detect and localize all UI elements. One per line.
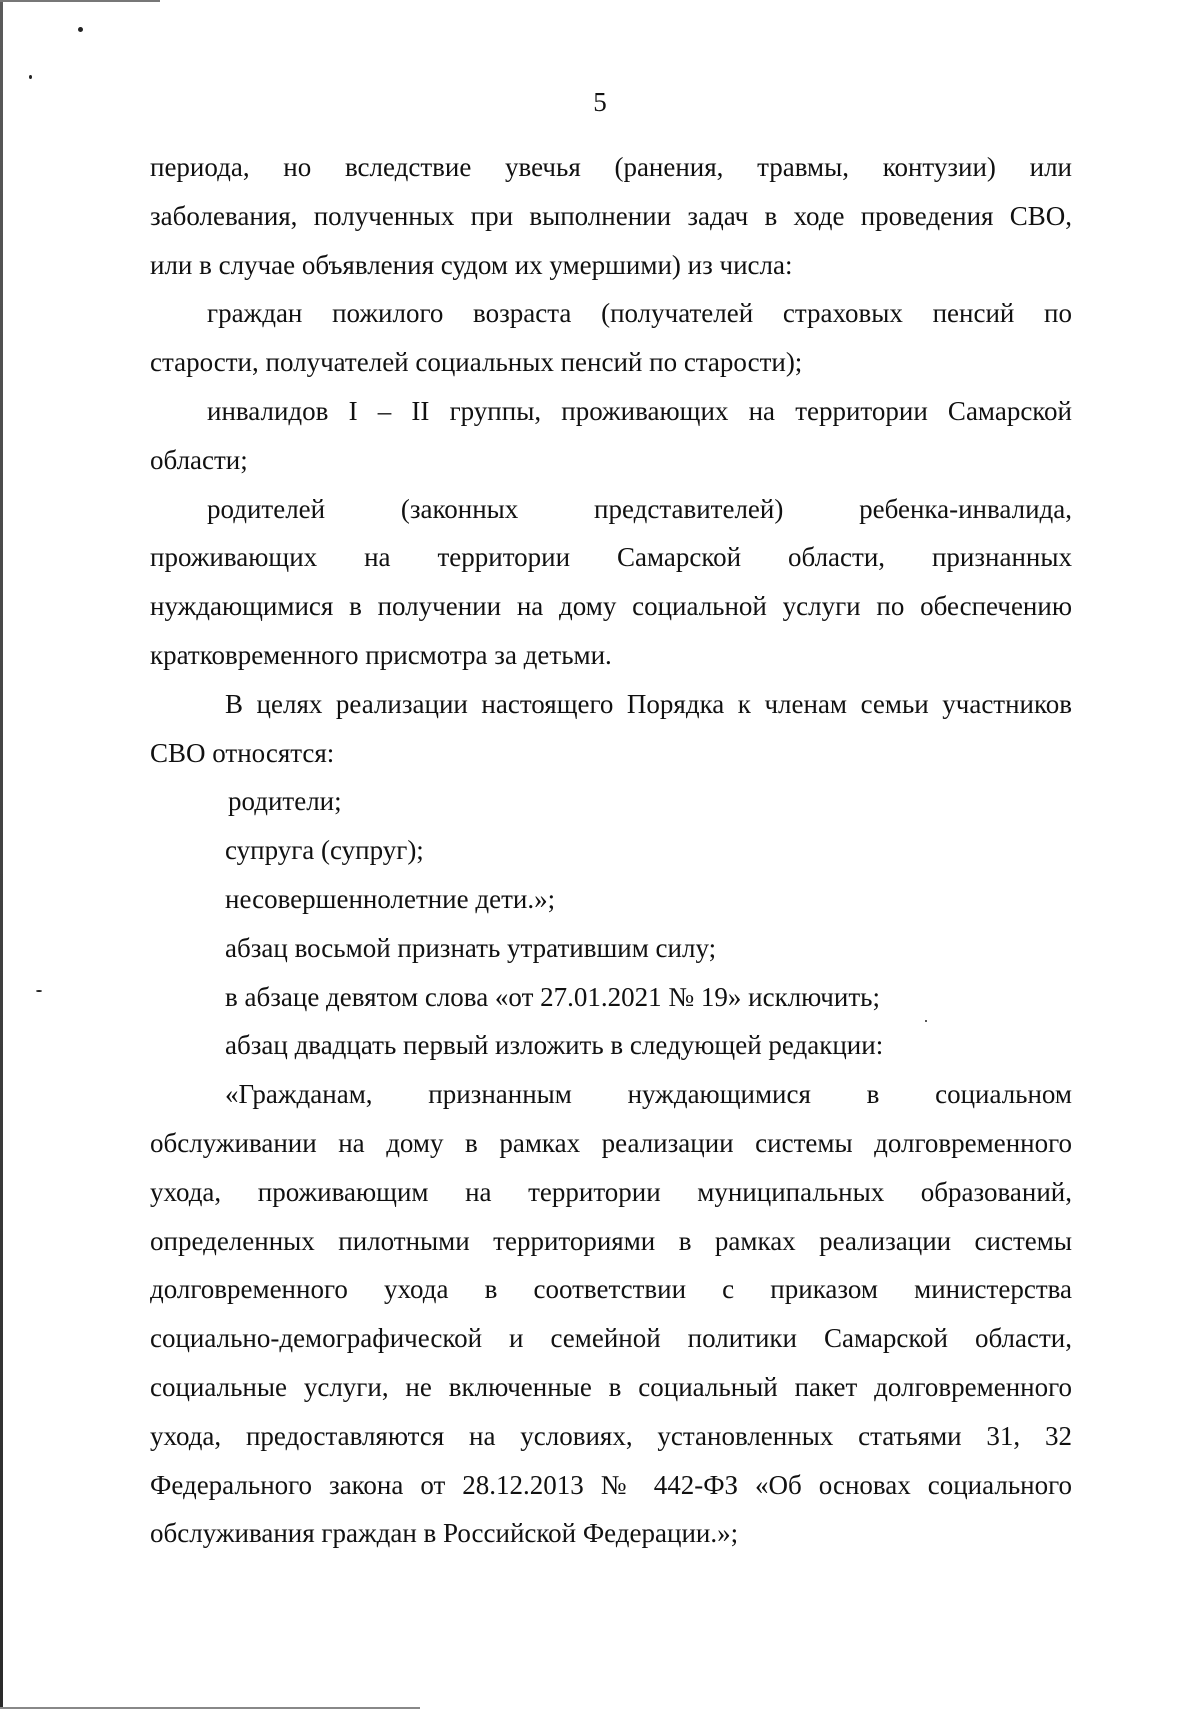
- text-line: определенных пилотными территориями в рамках реализации системы: [150, 1225, 1072, 1256]
- scan-speck: [36, 990, 42, 992]
- text-line: Федерального закона от 28.12.2013 № 442-ФЗ «Об основах социального: [150, 1469, 1072, 1500]
- scan-speck: [29, 75, 32, 79]
- text-line: социально-демографической и семейной политики Самарской области,: [150, 1323, 1072, 1354]
- text-line: супруга (супруг);: [225, 835, 424, 866]
- page-number: 5: [593, 87, 607, 117]
- document-body: [150, 143, 1072, 1558]
- text-line: или в случае объявления судом их умершими) из числа:: [150, 249, 793, 280]
- text-line: СВО относятся:: [150, 737, 335, 768]
- scan-speck: [78, 27, 83, 32]
- text-line: обслуживания граждан в Российской Федерации.»;: [150, 1518, 739, 1549]
- scan-edge-top: [0, 0, 160, 2]
- text-line: абзац двадцать первый изложить в следующей редакции:: [225, 1030, 884, 1061]
- text-line: заболевания, полученных при выполнении задач в ходе проведения СВО,: [150, 200, 1072, 231]
- text-line: В целях реализации настоящего Порядка к членам семьи участников: [225, 688, 1072, 719]
- text-line: области;: [150, 444, 248, 475]
- text-line: несовершеннолетние дети.»;: [225, 883, 556, 914]
- text-line: социальные услуги, не включенные в социальный пакет долговременного: [150, 1371, 1072, 1402]
- text-line: нуждающимися в получении на дому социальной услуги по обеспечению: [150, 591, 1072, 622]
- text-line: долговременного ухода в соответствии с приказом министерства: [150, 1274, 1072, 1305]
- text-line: инвалидов I – II группы, проживающих на территории Самарской: [207, 395, 1072, 426]
- text-line: абзац восьмой признать утратившим силу;: [225, 932, 717, 963]
- text-line: старости, получателей социальных пенсий по старости);: [150, 347, 803, 378]
- text-line: граждан пожилого возраста (получателей страховых пенсий по: [207, 298, 1072, 329]
- text-line: обслуживании на дому в рамках реализации системы долговременного: [150, 1127, 1072, 1158]
- text-line: ухода, предоставляются на условиях, установленных статьями 31, 32: [150, 1420, 1072, 1451]
- text-line: в абзаце девятом слова «от 27.01.2021 № 19» исключить;: [225, 981, 880, 1012]
- text-line: родители;: [228, 786, 342, 817]
- text-line: периода, но вследствие увечья (ранения, травмы, контузии) или: [150, 152, 1072, 182]
- text-line: родителей (законных представителей) ребенка-инвалида,: [207, 493, 1072, 524]
- scan-edge-left: [0, 0, 3, 1709]
- text-line: кратковременного присмотра за детьми.: [150, 639, 612, 670]
- text-line: проживающих на территории Самарской области, признанных: [150, 542, 1072, 573]
- text-line: ухода, проживающим на территории муниципальных образований,: [150, 1176, 1072, 1207]
- text-line: «Гражданам, признанным нуждающимися в социальном: [225, 1079, 1072, 1110]
